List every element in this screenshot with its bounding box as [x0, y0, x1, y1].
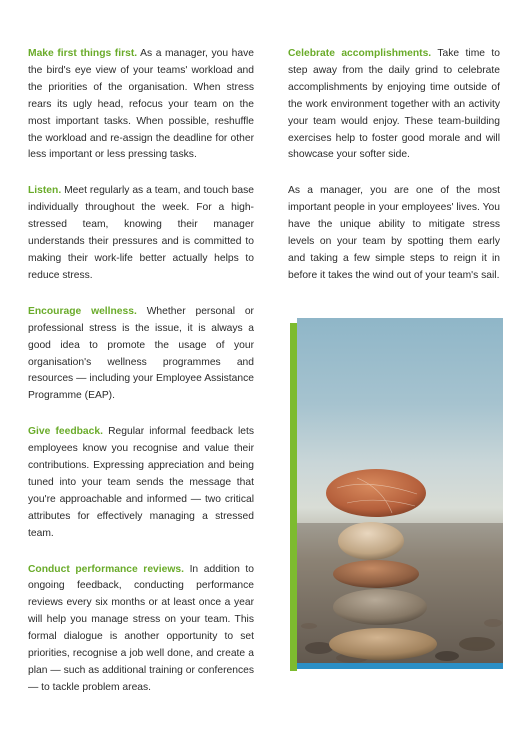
tip-body: Regular informal feedback lets employees know you recognise and value their contributions. Expressing appreciation and being tuned into your team sends the message that you're approachable and informed — two critical attributes for effectively managing a stressed team. [28, 426, 254, 539]
green-accent-bar [290, 323, 297, 671]
stacked-stones-photo-frame [290, 318, 503, 671]
tip-heading: Celebrate accomplishments. [288, 48, 432, 59]
blue-accent-bar [297, 663, 503, 669]
left-column [28, 46, 254, 716]
tip-body: Take time to step away from the daily grind to celebrate accomplishments by enjoying time outside of the work environment together with an activity your team would enjoy. These team-building exercises help to foster good morale and will showcase your softer side. [288, 48, 500, 161]
tip-body: In addition to ongoing feedback, conducting performance reviews every six months or at least once a year will help you manage stress on your team. This formal dialogue is another opportunity to set priorities, recognise a job well done, and create a plan — such as additional training or conferences — to tackle problem areas. [28, 563, 254, 693]
tip-heading: Make first things first. [28, 48, 138, 59]
right-column [288, 46, 500, 304]
tip-heading: Give feedback. [28, 426, 103, 438]
tip-encourage-wellness [28, 304, 254, 405]
tip-listen [28, 183, 254, 284]
tip-performance-reviews [28, 562, 254, 697]
tip-make-first-things-first [28, 46, 254, 164]
closing-paragraph: As a manager, you are one of the most important people in your employees' lives. You have the unique ability to mitigate stress levels on your team by spotting them early and taking a few simple steps to reign it in before it takes the wind out of your team's sail. [288, 185, 500, 281]
tip-heading: Encourage wellness. [28, 305, 137, 317]
tip-give-feedback [28, 424, 254, 542]
tip-celebrate-accomplishments [288, 46, 500, 164]
tip-heading: Conduct performance reviews. [28, 563, 184, 575]
tip-body: Meet regularly as a team, and touch base individually throughout the week. For a high-stressed team, knowing their manager understands their pressures and is committed to making their work-life better actually helps to reduce stress. [28, 185, 254, 281]
tip-body: As a manager, you have the bird's eye view of your teams' workload and the priorities of the organisation. When stress rears its ugly head, refocus your team on the most important tasks. When possible, reshuffle the workload and re-assign the deadline for other less important or less pressing tasks. [28, 48, 254, 161]
tip-body: Whether personal or professional stress is the issue, it is always a good idea to promote the usage of your organisation's wellness programmes and resources — including your Employee Assistance Programme (EAP). [28, 305, 254, 402]
stacked-stones-photo [297, 318, 503, 663]
tip-heading: Listen. [28, 185, 62, 197]
